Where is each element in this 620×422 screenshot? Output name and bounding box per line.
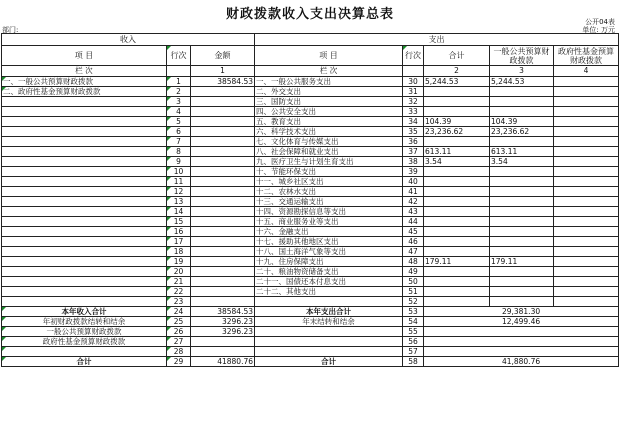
expense-fund-budget [554, 77, 619, 87]
expense-general-budget: 104.39 [490, 117, 554, 127]
expense-fund-budget [554, 227, 619, 237]
expense-general-budget: 3.54 [490, 157, 554, 167]
income-row-no: 11 [167, 177, 191, 187]
summary-expense-item [255, 347, 403, 357]
summary-income-amount: 3296.23 [191, 317, 255, 327]
expense-total [424, 107, 490, 117]
income-row-no: 14 [167, 207, 191, 217]
income-item [2, 267, 167, 277]
expense-general-budget [490, 277, 554, 287]
summary-income-row-no: 27 [167, 337, 191, 347]
income-row-no: 20 [167, 267, 191, 277]
income-amount: 38584.53 [191, 77, 255, 87]
expense-total: 179.11 [424, 257, 490, 267]
summary-expense-value: 41,880.76 [424, 357, 619, 367]
expense-general-budget [490, 167, 554, 177]
summary-income-amount: 3296.23 [191, 327, 255, 337]
income-amount [191, 197, 255, 207]
income-amount [191, 277, 255, 287]
income-amount [191, 167, 255, 177]
summary-row [2, 337, 619, 347]
col-header-row-no: 行次 [167, 46, 191, 66]
expense-row-no: 46 [403, 237, 424, 247]
expense-section-header: 支出 [255, 34, 619, 46]
income-row-no: 9 [167, 157, 191, 167]
expense-fund-budget [554, 97, 619, 107]
income-item [2, 97, 167, 107]
expense-item [255, 297, 403, 307]
table-row [2, 257, 619, 267]
income-item [2, 107, 167, 117]
expense-item: 十、节能环保支出 [255, 167, 403, 177]
expense-item: 十四、资源勘探信息等支出 [255, 207, 403, 217]
summary-expense-item: 年末结转和结余 [255, 317, 403, 327]
income-row-no: 6 [167, 127, 191, 137]
income-row-no: 1 [167, 77, 191, 87]
table-row [2, 127, 619, 137]
expense-general-budget [490, 137, 554, 147]
expense-row-no: 35 [403, 127, 424, 137]
unit-label: 单位: 万元 [582, 26, 615, 34]
expense-general-budget [490, 297, 554, 307]
income-item [2, 167, 167, 177]
col-header-amount: 金额 [191, 46, 255, 66]
expense-row-no: 30 [403, 77, 424, 87]
summary-income-item: 一般公共预算财政拨款 [2, 327, 167, 337]
income-row-no: 12 [167, 187, 191, 197]
report-title: 财政拨款收入支出决算总表 [225, 7, 394, 22]
summary-row [2, 307, 619, 317]
summary-income-row-no: 29 [167, 357, 191, 367]
income-item [2, 207, 167, 217]
summary-income-item: 本年收入合计 [2, 307, 167, 317]
col-header-item-expense: 项 目 [255, 46, 403, 66]
summary-income-item: 政府性基金预算财政拨款 [2, 337, 167, 347]
expense-total [424, 277, 490, 287]
income-row-no: 16 [167, 227, 191, 237]
expense-fund-budget [554, 267, 619, 277]
expense-general-budget [490, 267, 554, 277]
expense-total: 104.39 [424, 117, 490, 127]
form-code: 公开04表 [585, 18, 615, 26]
income-amount [191, 297, 255, 307]
table-row [2, 297, 619, 307]
table-row [2, 187, 619, 197]
expense-general-budget: 5,244.53 [490, 77, 554, 87]
expense-item: 四、公共安全支出 [255, 107, 403, 117]
expense-total: 23,236.62 [424, 127, 490, 137]
expense-row-no: 44 [403, 217, 424, 227]
expense-fund-budget [554, 197, 619, 207]
income-amount [191, 247, 255, 257]
expense-fund-budget [554, 147, 619, 157]
income-amount [191, 107, 255, 117]
income-item [2, 127, 167, 137]
summary-income-amount [191, 337, 255, 347]
summary-expense-value: 29,381.30 [424, 307, 619, 317]
summary-income-item: 年初财政拨款结转和结余 [2, 317, 167, 327]
expense-general-budget [490, 217, 554, 227]
summary-expense-row-no: 54 [403, 317, 424, 327]
summary-expense-row-no: 58 [403, 357, 424, 367]
summary-expense-value [424, 337, 619, 347]
col-index-empty [167, 66, 191, 77]
expense-fund-budget [554, 297, 619, 307]
expense-row-no: 50 [403, 277, 424, 287]
expense-total [424, 267, 490, 277]
income-item [2, 137, 167, 147]
expense-row-no: 42 [403, 197, 424, 207]
expense-item: 二十、粮油物资储备支出 [255, 267, 403, 277]
expense-total [424, 137, 490, 147]
income-item [2, 217, 167, 227]
expense-general-budget [490, 227, 554, 237]
expense-item: 五、教育支出 [255, 117, 403, 127]
expense-fund-budget [554, 117, 619, 127]
expense-total [424, 97, 490, 107]
expense-total: 613.11 [424, 147, 490, 157]
income-amount [191, 187, 255, 197]
income-row-no: 10 [167, 167, 191, 177]
expense-row-no: 34 [403, 117, 424, 127]
table-row [2, 287, 619, 297]
expense-fund-budget [554, 187, 619, 197]
expense-row-no: 39 [403, 167, 424, 177]
summary-income-amount: 41880.76 [191, 357, 255, 367]
table-row [2, 197, 619, 207]
table-row [2, 147, 619, 157]
income-row-no: 15 [167, 217, 191, 227]
table-row [2, 97, 619, 107]
expense-fund-budget [554, 167, 619, 177]
income-amount [191, 287, 255, 297]
expense-row-no: 40 [403, 177, 424, 187]
col-index-empty-expense [403, 66, 424, 77]
income-item [2, 227, 167, 237]
table-row [2, 217, 619, 227]
income-amount [191, 157, 255, 167]
table-row [2, 207, 619, 217]
expense-item: 九、医疗卫生与计划生育支出 [255, 157, 403, 167]
income-item [2, 237, 167, 247]
expense-total: 5,244.53 [424, 77, 490, 87]
expense-total [424, 87, 490, 97]
income-section-header: 收入 [2, 34, 255, 46]
income-item [2, 117, 167, 127]
summary-income-amount: 38584.53 [191, 307, 255, 317]
expense-fund-budget [554, 257, 619, 267]
income-amount [191, 137, 255, 147]
summary-expense-value: 12,499.46 [424, 317, 619, 327]
col-index-4: 4 [554, 66, 619, 77]
expense-fund-budget [554, 127, 619, 137]
expense-total: 3.54 [424, 157, 490, 167]
table-row [2, 157, 619, 167]
expense-item: 一、一般公共服务支出 [255, 77, 403, 87]
summary-expense-row-no: 55 [403, 327, 424, 337]
expense-general-budget [490, 247, 554, 257]
income-row-no: 17 [167, 237, 191, 247]
expense-fund-budget [554, 207, 619, 217]
income-row-no: 3 [167, 97, 191, 107]
table-row [2, 87, 619, 97]
expense-item: 十七、援助其他地区支出 [255, 237, 403, 247]
col-index-2: 2 [424, 66, 490, 77]
expense-row-no: 33 [403, 107, 424, 117]
expense-row-no: 31 [403, 87, 424, 97]
income-item [2, 277, 167, 287]
summary-expense-row-no: 56 [403, 337, 424, 347]
column-header-row [2, 46, 619, 66]
income-item [2, 197, 167, 207]
expense-row-no: 32 [403, 97, 424, 107]
expense-item: 十二、农林水支出 [255, 187, 403, 197]
budget-table [1, 33, 619, 367]
income-amount [191, 217, 255, 227]
summary-expense-value [424, 327, 619, 337]
table-row [2, 107, 619, 117]
expense-item: 十五、商业服务业等支出 [255, 217, 403, 227]
expense-row-no: 52 [403, 297, 424, 307]
income-item: 二、政府性基金预算财政拨款 [2, 87, 167, 97]
expense-general-budget [490, 197, 554, 207]
income-amount [191, 207, 255, 217]
income-amount [191, 267, 255, 277]
income-item [2, 297, 167, 307]
expense-general-budget [490, 97, 554, 107]
income-amount [191, 177, 255, 187]
expense-general-budget [490, 87, 554, 97]
income-row-no: 7 [167, 137, 191, 147]
col-index-label: 栏 次 [2, 66, 167, 77]
expense-item: 六、科学技术支出 [255, 127, 403, 137]
expense-item: 十八、国土海洋气象等支出 [255, 247, 403, 257]
table-row [2, 117, 619, 127]
expense-row-no: 48 [403, 257, 424, 267]
expense-total [424, 217, 490, 227]
col-index-3: 3 [490, 66, 554, 77]
summary-income-item [2, 347, 167, 357]
section-header-row [2, 34, 619, 46]
expense-row-no: 47 [403, 247, 424, 257]
expense-total [424, 177, 490, 187]
expense-general-budget [490, 107, 554, 117]
summary-expense-row-no: 57 [403, 347, 424, 357]
expense-total [424, 247, 490, 257]
summary-expense-item [255, 327, 403, 337]
expense-fund-budget [554, 287, 619, 297]
income-amount [191, 87, 255, 97]
expense-item: 十九、住房保障支出 [255, 257, 403, 267]
table-row [2, 277, 619, 287]
expense-fund-budget [554, 217, 619, 227]
expense-total [424, 227, 490, 237]
expense-general-budget [490, 207, 554, 217]
income-amount [191, 127, 255, 137]
income-item [2, 257, 167, 267]
expense-item: 七、文化体育与传媒支出 [255, 137, 403, 147]
summary-row [2, 327, 619, 337]
summary-expense-row-no: 53 [403, 307, 424, 317]
expense-item: 三、国防支出 [255, 97, 403, 107]
income-amount [191, 117, 255, 127]
income-item [2, 177, 167, 187]
table-row [2, 237, 619, 247]
col-header-item: 项 目 [2, 46, 167, 66]
summary-expense-value [424, 347, 619, 357]
income-row-no: 13 [167, 197, 191, 207]
expense-row-no: 49 [403, 267, 424, 277]
table-row [2, 227, 619, 237]
expense-row-no: 51 [403, 287, 424, 297]
income-item [2, 147, 167, 157]
expense-fund-budget [554, 157, 619, 167]
expense-row-no: 37 [403, 147, 424, 157]
expense-fund-budget [554, 177, 619, 187]
table-row [2, 77, 619, 87]
col-header-total: 合计 [424, 46, 490, 66]
expense-row-no: 41 [403, 187, 424, 197]
table-row [2, 247, 619, 257]
expense-row-no: 38 [403, 157, 424, 167]
expense-fund-budget [554, 247, 619, 257]
income-row-no: 22 [167, 287, 191, 297]
expense-general-budget [490, 237, 554, 247]
expense-fund-budget [554, 237, 619, 247]
expense-general-budget [490, 187, 554, 197]
expense-general-budget: 613.11 [490, 147, 554, 157]
income-row-no: 19 [167, 257, 191, 267]
summary-expense-item [255, 337, 403, 347]
expense-fund-budget [554, 277, 619, 287]
table-row [2, 177, 619, 187]
table-row [2, 167, 619, 177]
table-row [2, 137, 619, 147]
col-header-row-no-expense: 行次 [403, 46, 424, 66]
expense-row-no: 45 [403, 227, 424, 237]
summary-income-amount [191, 347, 255, 357]
expense-item: 十六、金融支出 [255, 227, 403, 237]
col-index-1: 1 [191, 66, 255, 77]
summary-row [2, 347, 619, 357]
expense-total [424, 287, 490, 297]
expense-row-no: 36 [403, 137, 424, 147]
col-header-general-budget: 一般公共预算财政拨款 [490, 46, 554, 66]
expense-item: 二十一、国债还本付息支出 [255, 277, 403, 287]
expense-total [424, 187, 490, 197]
expense-general-budget [490, 177, 554, 187]
income-amount [191, 97, 255, 107]
summary-income-row-no: 25 [167, 317, 191, 327]
column-index-row [2, 66, 619, 77]
summary-income-item: 合计 [2, 357, 167, 367]
expense-general-budget: 23,236.62 [490, 127, 554, 137]
expense-item: 二、外交支出 [255, 87, 403, 97]
expense-total [424, 237, 490, 247]
expense-fund-budget [554, 137, 619, 147]
summary-income-row-no: 28 [167, 347, 191, 357]
income-row-no: 2 [167, 87, 191, 97]
summary-expense-item: 本年支出合计 [255, 307, 403, 317]
expense-item: 十三、交通运输支出 [255, 197, 403, 207]
income-row-no: 23 [167, 297, 191, 307]
expense-item: 二十二、其他支出 [255, 287, 403, 297]
expense-total [424, 297, 490, 307]
income-item: 一、一般公共预算财政拨款 [2, 77, 167, 87]
summary-row [2, 317, 619, 327]
income-row-no: 4 [167, 107, 191, 117]
summary-income-row-no: 26 [167, 327, 191, 337]
expense-total [424, 207, 490, 217]
income-item [2, 247, 167, 257]
table-row [2, 267, 619, 277]
expense-general-budget [490, 287, 554, 297]
summary-expense-item: 合计 [255, 357, 403, 367]
expense-fund-budget [554, 107, 619, 117]
expense-total [424, 197, 490, 207]
expense-fund-budget [554, 87, 619, 97]
income-amount [191, 257, 255, 267]
income-amount [191, 237, 255, 247]
col-index-label-expense: 栏 次 [255, 66, 403, 77]
income-item [2, 287, 167, 297]
department-label: 部门: [2, 26, 19, 34]
col-header-fund-budget: 政府性基金预算财政拨款 [554, 46, 619, 66]
income-item [2, 157, 167, 167]
income-row-no: 8 [167, 147, 191, 157]
income-amount [191, 227, 255, 237]
summary-row [2, 357, 619, 367]
income-row-no: 5 [167, 117, 191, 127]
expense-row-no: 43 [403, 207, 424, 217]
summary-income-row-no: 24 [167, 307, 191, 317]
income-amount [191, 147, 255, 157]
expense-item: 十一、城乡社区支出 [255, 177, 403, 187]
expense-general-budget: 179.11 [490, 257, 554, 267]
income-item [2, 187, 167, 197]
income-row-no: 21 [167, 277, 191, 287]
income-row-no: 18 [167, 247, 191, 257]
expense-total [424, 167, 490, 177]
expense-item: 八、社会保障和就业支出 [255, 147, 403, 157]
